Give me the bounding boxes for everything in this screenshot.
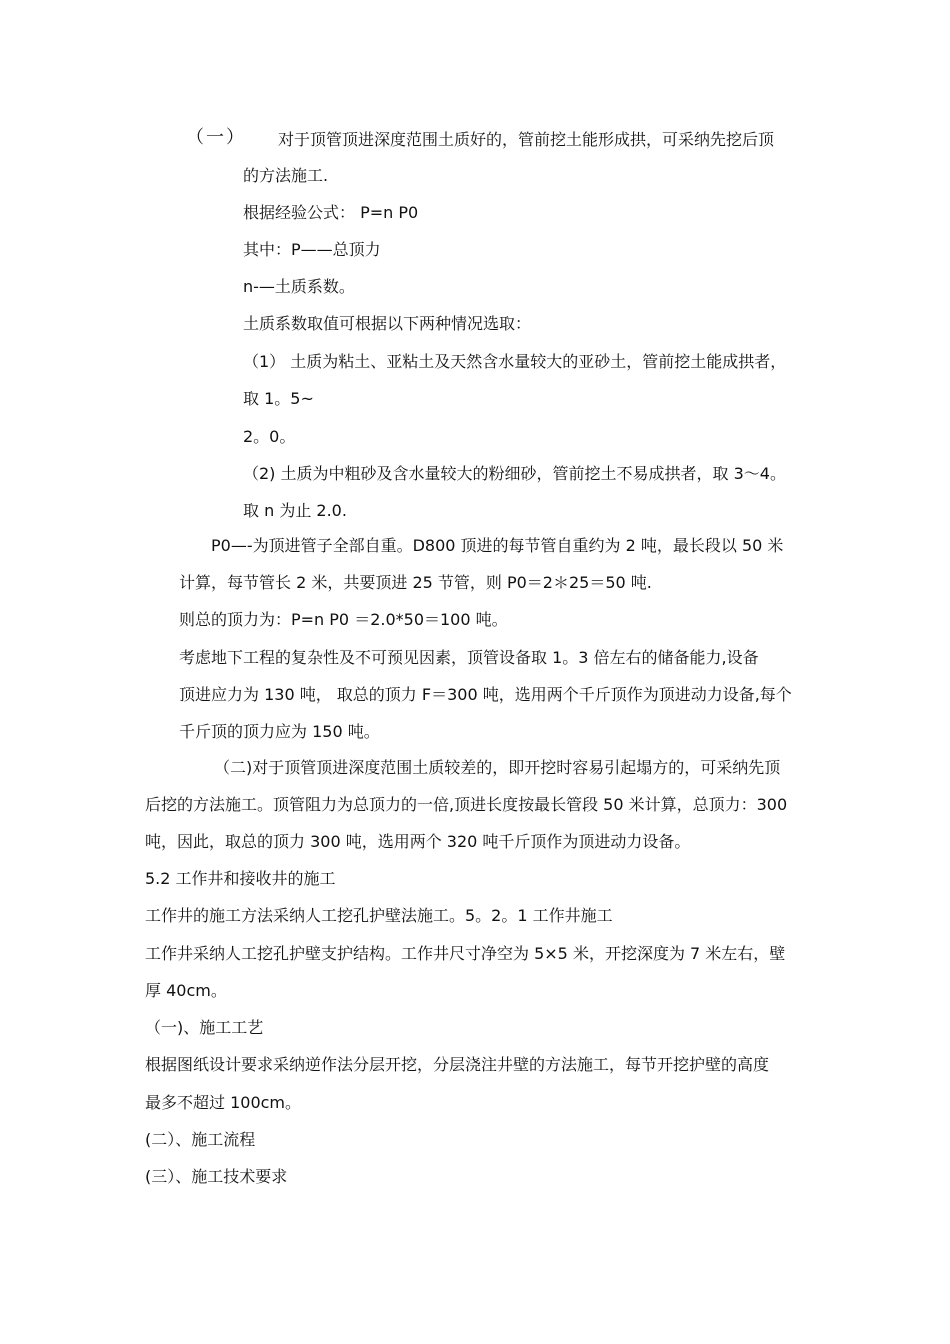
process-line-2: 最多不超过 100cm。 xyxy=(145,1093,302,1112)
reserve-line-1: 考虑地下工程的复杂性及不可预见因素，顶管设备取 1。3 倍左右的储备能力,设备 xyxy=(179,648,759,667)
case-1-line-2: 取 1。5~ xyxy=(243,389,314,408)
p0-line-1: P0—-为顶进管子全部自重。D800 顶进的每节管自重约为 2 吨，最长段以 50 米 xyxy=(211,536,784,555)
coefficient-intro: 土质系数取值可根据以下两种情况选取： xyxy=(243,314,532,333)
heading-5-2: 5.2 工作井和接收井的施工 xyxy=(145,869,336,888)
definition-n: n-—土质系数。 xyxy=(243,277,355,296)
section-two-line-3: 吨，因此，取总的顶力 300 吨，选用两个 320 吨千斤顶作为顶进动力设备。 xyxy=(145,832,691,851)
paragraph-line-1: 对于顶管顶进深度范围土质好的，管前挖土能形成拱，可采纳先挖后顶 xyxy=(278,130,775,149)
case-1-line-1: （1） 土质为粘土、亚粘土及天然含水量较大的亚砂土，管前挖土能成拱者， xyxy=(243,352,787,371)
definition-p: 其中：P——总顶力 xyxy=(243,240,381,259)
total-force-line: 则总的顶力为：P=n P0 ＝2.0*50＝100 吨。 xyxy=(179,610,508,629)
reserve-line-2: 顶进应力为 130 吨， 取总的顶力 F＝300 吨，选用两个千斤顶作为顶进动力设备,每个 xyxy=(179,685,792,704)
case-1-line-3: 2。0。 xyxy=(243,427,296,446)
subheading-flow: (二）、施工流程 xyxy=(145,1130,256,1149)
section-two-line-1: （二)对于顶管顶进深度范围土质较差的，即开挖时容易引起塌方的，可采纳先顶 xyxy=(214,758,781,777)
section-marker-one: （一） xyxy=(186,127,246,148)
working-well-line-1: 工作井的施工方法采纳人工挖孔护壁法施工。5。2。1 工作井施工 xyxy=(145,906,613,925)
case-2-line-2: 取 n 为止 2.0. xyxy=(243,501,347,520)
section-two-line-2: 后挖的方法施工。顶管阻力为总顶力的一倍,顶进长度按最长管段 50 米计算，总顶力：300 xyxy=(145,795,788,814)
paragraph-line-2: 的方法施工. xyxy=(243,166,329,185)
working-well-line-2: 工作井采纳人工挖孔护壁支护结构。工作井尺寸净空为 5×5 米，开挖深度为 7 米左右，壁 xyxy=(145,944,786,963)
subheading-requirements: (三）、施工技术要求 xyxy=(145,1167,288,1186)
p0-line-2: 计算，每节管长 2 米，共要顶进 25 节管，则 P0＝2＊25＝50 吨. xyxy=(179,573,652,592)
reserve-line-3: 千斤顶的顶力应为 150 吨。 xyxy=(179,722,380,741)
process-line-1: 根据图纸设计要求采纳逆作法分层开挖，分层浇注井壁的方法施工，每节开挖护壁的高度 xyxy=(145,1055,770,1074)
formula-line: 根据经验公式： P=n P0 xyxy=(243,203,419,222)
case-2-line-1: （2) 土质为中粗砂及含水量较大的粉细砂，管前挖土不易成拱者，取 3～4。 xyxy=(243,464,786,483)
working-well-line-3: 厚 40cm。 xyxy=(145,981,227,1000)
subheading-process: （一)、施工工艺 xyxy=(145,1018,264,1037)
